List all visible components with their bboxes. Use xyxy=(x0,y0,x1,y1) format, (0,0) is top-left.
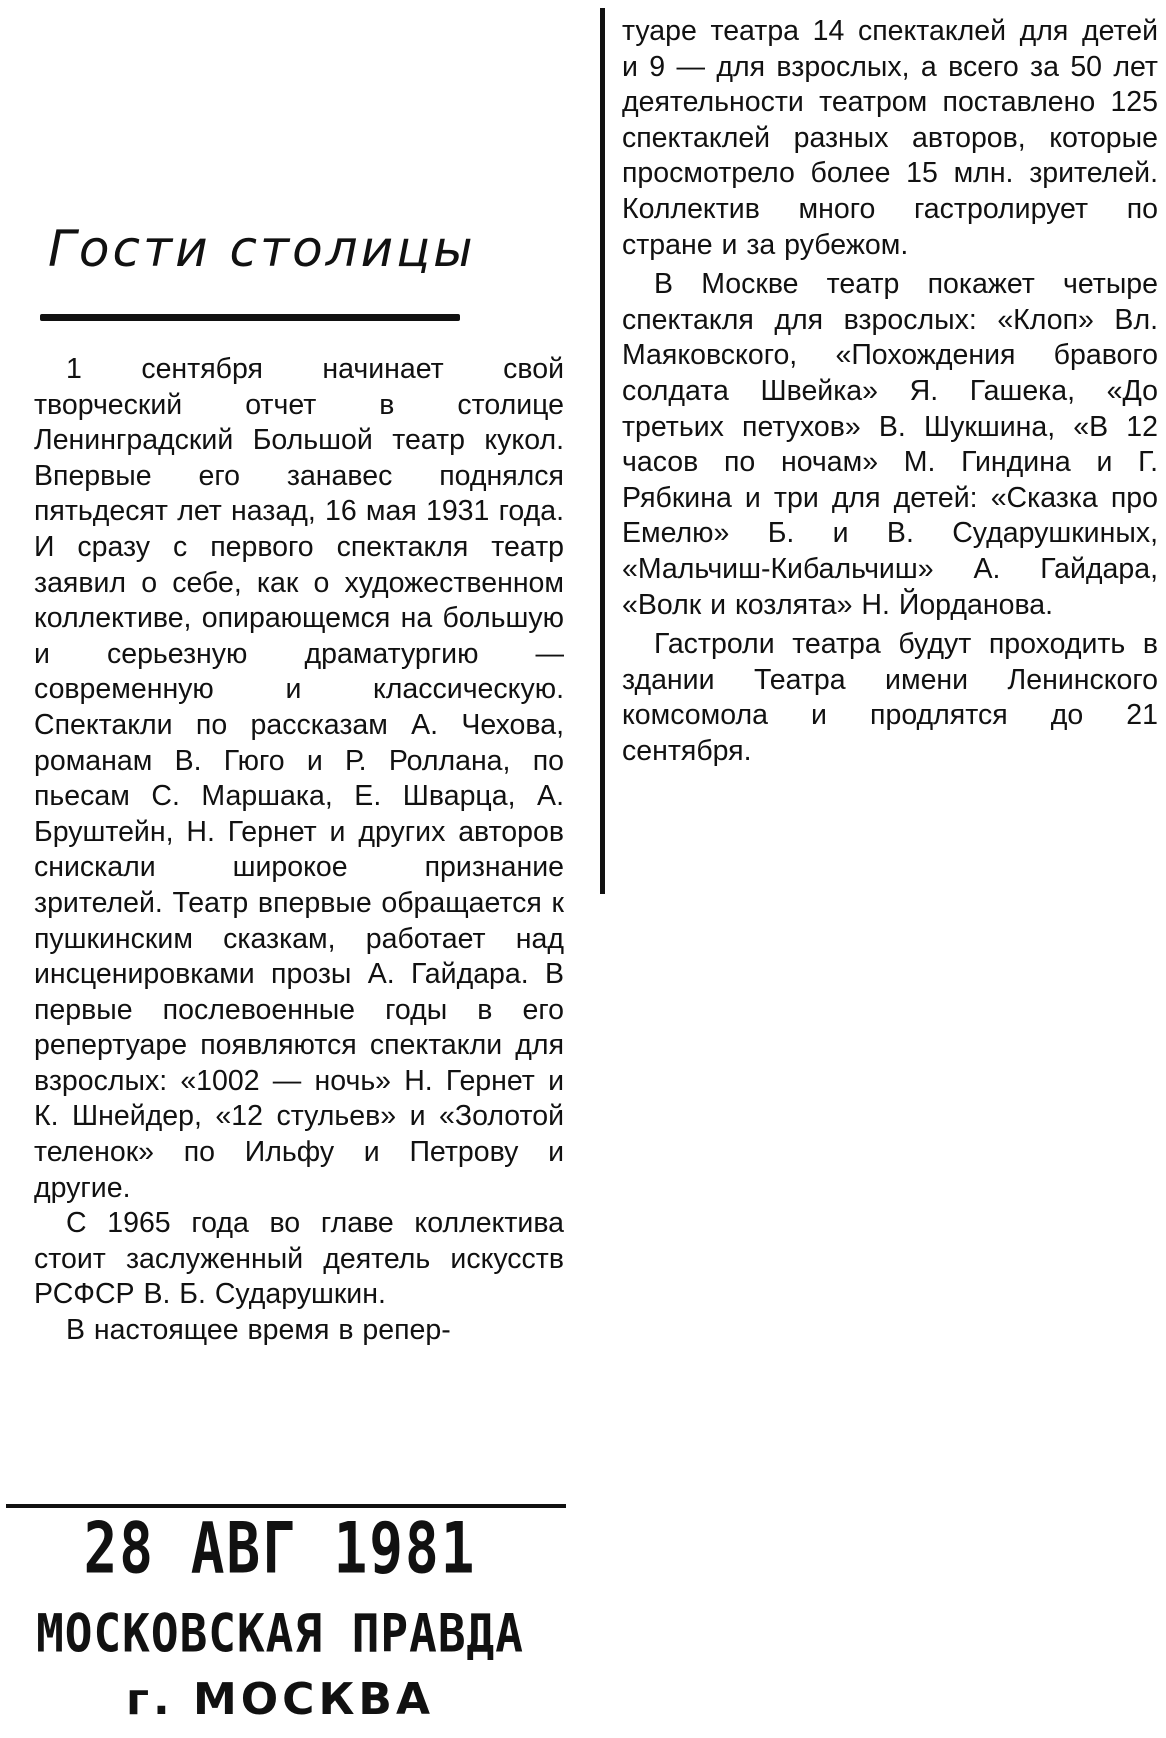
paragraph-history: 1 сентября начинает свой творческий отчет в столице Ленинградский Большой театр кукол. Впервые его занавес поднялся пятьдесят лет назад, 16 мая 1931 года. И сразу с первого спектакля театр заявил о себе, как о художественном коллективе, опирающемся на большую и серьезную драматургию — современную и классическую. Спектакли по рассказам А. Чехова, романам В. Гюго и Р. Роллана, по пьесам С. Маршака, Е. Шварца, А. Бруштейн, Н. Гернет и других авторов снискали широкое признание зрителей. Театр впервые обращается к пушкинским сказкам, работает над инсценировками прозы А. Гайдара. В первые послевоенные годы в его репертуаре появляются спектакли для взрослых: «1002 — ночь» Н. Гернет и К. Шнейдер, «12 стульев» и «Золотой теленок» по Ильфу и Петрову и другие. xyxy=(34,353,564,1204)
paragraph-repertoire-continued: туаре театра 14 спектаклей для детей и 9 — для взрослых, а всего за 50 лет деятельности театром поставлено 125 спектаклей разных авторов, которые просмотрело более 15 млн. зрителей. Коллектив много гастролирует по стране и за рубежом. xyxy=(622,15,1158,261)
article-title: Гости столицы xyxy=(48,220,476,278)
column-divider xyxy=(600,8,605,894)
paragraph-repertoire-start: В настоящее время в репер- xyxy=(66,1314,451,1347)
paragraph-moscow-program: В Москве театр покажет четыре спектакля для взрослых: «Клоп» Вл. Маяковского, «Похождения бравого солдата Швейка» Я. Гашека, «До третьих петухов» В. Шукшина, «В 12 часов по ночам» М. Гиндина и Г. Рябкина и три для детей: «Сказка про Емелю» Б. и В. Сударушкиных, «Мальчиш-Кибальчиш» А. Гайдара, «Волк и козлята» Н. Йорданова. xyxy=(622,268,1158,621)
stamp-city: г. МОСКВА xyxy=(125,1674,435,1725)
archive-stamp xyxy=(0,1508,560,1732)
article-left-column xyxy=(34,352,564,1349)
stamp-newspaper: МОСКОВСКАЯ ПРАВДА xyxy=(36,1601,524,1665)
title-underline xyxy=(40,314,460,321)
stamp-date: 28 АВГ 1981 xyxy=(83,1508,477,1590)
article-right-column xyxy=(622,14,1158,769)
paragraph-director: С 1965 года во главе коллектива стоит заслуженный деятель искусств РСФСР В. Б. Сударушкин. xyxy=(34,1207,564,1311)
paragraph-tour-venue: Гастроли театра будут проходить в здании Театра имени Ленинского комсомола и продлятся до 21 сентября. xyxy=(622,628,1158,767)
